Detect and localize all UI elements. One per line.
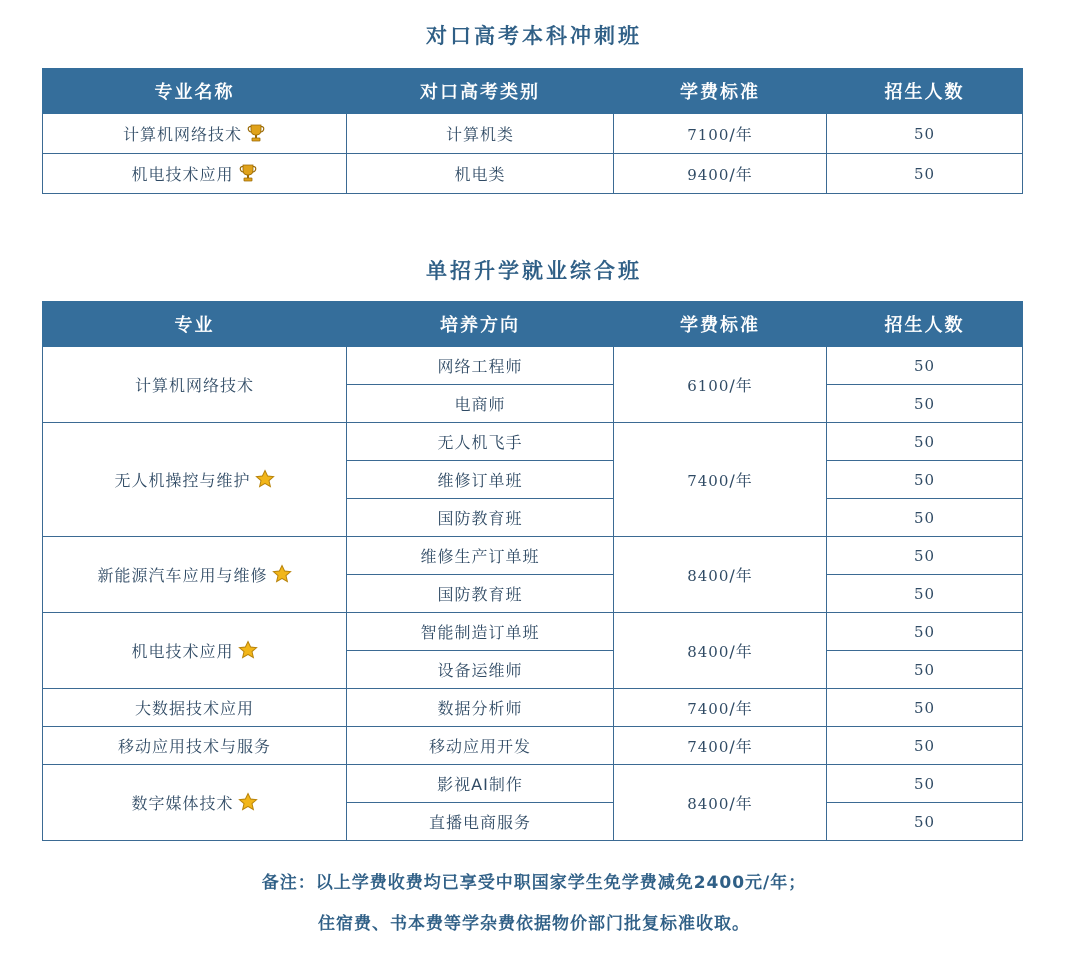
tuition-value: 9400 (687, 166, 730, 184)
tuition-cell (614, 154, 827, 194)
major-cell (43, 765, 347, 841)
table-row (43, 537, 1023, 575)
enrollment-cell (827, 803, 1023, 841)
enrollment-cell (827, 385, 1023, 423)
tuition-cell (614, 114, 827, 154)
enrollment-count: 50 (913, 622, 936, 641)
training-direction: 影视AI制作 (437, 775, 523, 794)
exam-category: 机电类 (454, 165, 506, 184)
enrollment-cell (827, 651, 1023, 689)
enrollment-cell (827, 154, 1023, 194)
training-direction: 移动应用开发 (428, 737, 531, 756)
training-direction: 国防教育班 (437, 585, 523, 604)
direction-cell (347, 461, 614, 499)
tuition-value: 8400 (687, 643, 730, 661)
enrollment-cell (827, 499, 1023, 537)
enrollment-cell (827, 727, 1023, 765)
table-row (43, 727, 1023, 765)
major-name: 计算机网络技术 (122, 125, 242, 144)
enrollment-count: 50 (913, 432, 936, 451)
enrollment-cell (827, 575, 1023, 613)
direction-cell (347, 575, 614, 613)
enrollment-cell (827, 461, 1023, 499)
table-row (43, 423, 1023, 461)
training-direction: 维修订单班 (437, 471, 523, 490)
note-line-1: 备注：以上学费收费均已享受中职国家学生免学费减免2400元/年； (261, 873, 807, 893)
tuition-cell (614, 347, 827, 423)
direction-cell (347, 347, 614, 385)
section2-title: 单招升学就业综合班 (426, 259, 642, 283)
category-cell (347, 114, 614, 154)
tuition-value: 7400 (687, 738, 730, 756)
enrollment-cell (827, 689, 1023, 727)
enrollment-cell (827, 114, 1023, 154)
major-cell (43, 537, 347, 613)
header-tuition: 学费标准 (614, 302, 827, 347)
major-cell (43, 114, 347, 154)
direction-cell (347, 803, 614, 841)
enrollment-count: 50 (913, 470, 936, 489)
major-name: 机电技术应用 (131, 642, 234, 661)
star-icon (238, 640, 258, 660)
enrollment-count: 50 (913, 774, 936, 793)
training-direction: 数据分析师 (437, 699, 523, 718)
tuition-unit: /年 (729, 794, 753, 813)
comprehensive-class-table (42, 301, 1023, 841)
direction-cell (347, 499, 614, 537)
tuition-value: 8400 (687, 795, 730, 813)
enrollment-count: 50 (913, 164, 936, 183)
table-row (43, 765, 1023, 803)
star-icon (238, 792, 258, 812)
training-direction: 直播电商服务 (428, 813, 531, 832)
tuition-unit: /年 (729, 566, 753, 585)
major-name: 大数据技术应用 (134, 699, 254, 718)
major-cell (43, 689, 347, 727)
enrollment-count: 50 (913, 356, 936, 375)
enrollment-count: 50 (913, 812, 936, 831)
major-cell (43, 727, 347, 765)
enrollment-cell (827, 613, 1023, 651)
exam-class-table (42, 68, 1023, 194)
table-row (43, 613, 1023, 651)
star-icon (272, 564, 292, 584)
training-direction: 维修生产订单班 (420, 547, 540, 566)
enrollment-count: 50 (913, 736, 936, 755)
direction-cell (347, 765, 614, 803)
major-cell (43, 423, 347, 537)
major-name: 机电技术应用 (131, 165, 234, 184)
header-major-name: 专业名称 (43, 69, 347, 114)
table-row (43, 114, 1023, 154)
tuition-unit: /年 (729, 376, 753, 395)
direction-cell (347, 651, 614, 689)
category-cell (347, 154, 614, 194)
star-icon (255, 469, 275, 489)
training-direction: 设备运维师 (437, 661, 523, 680)
major-name: 新能源汽车应用与维修 (97, 566, 268, 585)
table-row (43, 347, 1023, 385)
tuition-cell (614, 689, 827, 727)
tuition-value: 7400 (687, 700, 730, 718)
direction-cell (347, 613, 614, 651)
tuition-unit: /年 (729, 125, 753, 144)
direction-cell (347, 727, 614, 765)
tuition-unit: /年 (729, 737, 753, 756)
header-exam-category: 对口高考类别 (347, 69, 614, 114)
major-cell (43, 154, 347, 194)
table-row (43, 689, 1023, 727)
enrollment-count: 50 (913, 584, 936, 603)
tuition-value: 7100 (687, 126, 730, 144)
enrollment-count: 50 (913, 660, 936, 679)
major-cell (43, 613, 347, 689)
training-direction: 电商师 (454, 395, 506, 414)
major-name: 数字媒体技术 (131, 794, 234, 813)
enrollment-count: 50 (913, 546, 936, 565)
enrollment-cell (827, 347, 1023, 385)
tuition-unit: /年 (729, 699, 753, 718)
trophy-icon (246, 123, 266, 143)
tuition-cell (614, 765, 827, 841)
major-name: 计算机网络技术 (134, 376, 254, 395)
tuition-value: 7400 (687, 472, 730, 490)
tuition-value: 6100 (687, 377, 730, 395)
enrollment-count: 50 (913, 698, 936, 717)
training-direction: 智能制造订单班 (420, 623, 540, 642)
direction-cell (347, 689, 614, 727)
training-direction: 网络工程师 (437, 357, 523, 376)
tuition-unit: /年 (729, 471, 753, 490)
header-major: 专业 (43, 302, 347, 347)
direction-cell (347, 537, 614, 575)
tuition-unit: /年 (729, 165, 753, 184)
enrollment-count: 50 (913, 508, 936, 527)
header-tuition: 学费标准 (614, 69, 827, 114)
tuition-cell (614, 423, 827, 537)
note-line-2: 住宿费、书本费等学杂费依据物价部门批复标准收取。 (318, 914, 750, 934)
table-row (43, 154, 1023, 194)
header-enrollment: 招生人数 (827, 69, 1023, 114)
training-direction: 无人机飞手 (437, 433, 523, 452)
tuition-cell (614, 537, 827, 613)
major-name: 移动应用技术与服务 (117, 737, 271, 756)
tuition-unit: /年 (729, 642, 753, 661)
tuition-value: 8400 (687, 567, 730, 585)
major-cell (43, 347, 347, 423)
major-name: 无人机操控与维护 (114, 471, 251, 490)
enrollment-cell (827, 537, 1023, 575)
enrollment-count: 50 (913, 124, 936, 143)
header-direction: 培养方向 (347, 302, 614, 347)
header-enrollment: 招生人数 (827, 302, 1023, 347)
training-direction: 国防教育班 (437, 509, 523, 528)
enrollment-cell (827, 765, 1023, 803)
direction-cell (347, 385, 614, 423)
exam-category: 计算机类 (445, 125, 514, 144)
trophy-icon (238, 163, 258, 183)
enrollment-cell (827, 423, 1023, 461)
enrollment-count: 50 (913, 394, 936, 413)
tuition-cell (614, 727, 827, 765)
section1-title: 对口高考本科冲刺班 (426, 24, 642, 48)
tuition-cell (614, 613, 827, 689)
direction-cell (347, 423, 614, 461)
